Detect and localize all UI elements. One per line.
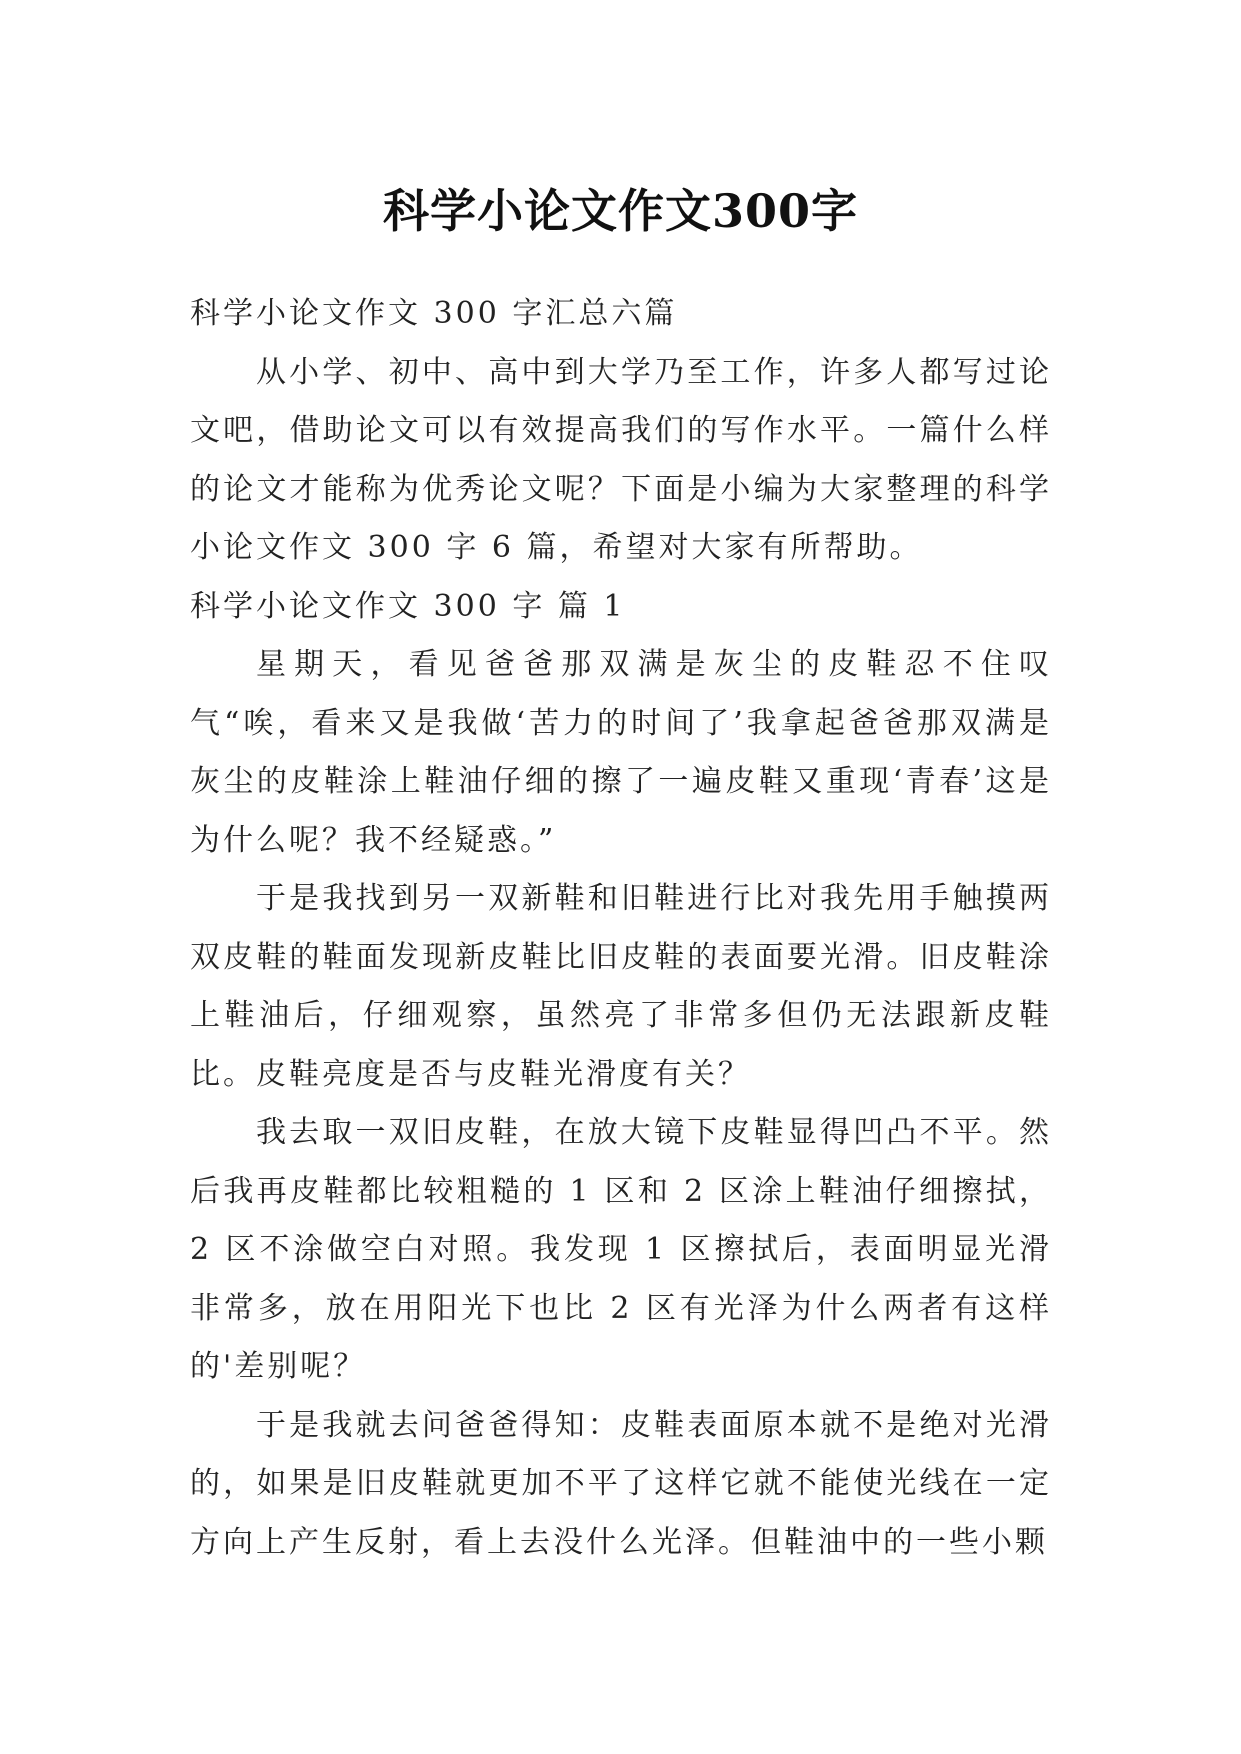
- document-body: [190, 285, 1052, 1572]
- section-heading: 科学小论文作文 300 字 篇 1: [190, 588, 626, 624]
- body-paragraph: 星期天，看见爸爸那双满是灰尘的皮鞋忍不住叹气“唉，看来又是我做‘苦力的时间了’我拿起爸爸那双满是灰尘的皮鞋涂上鞋油仔细的擦了一遍皮鞋又重现‘青春’这是为什么呢？我不经疑惑。”: [190, 647, 1052, 858]
- subtitle-paragraph: 科学小论文作文 300 字汇总六篇: [190, 296, 678, 331]
- body-paragraph: 我去取一双旧皮鞋，在放大镜下皮鞋显得凹凸不平。然后我再皮鞋都比较粗糙的 1 区和 2 区涂上鞋油仔细擦拭，2 区不涂做空白对照。我发现 1 区擦拭后，表面明显光滑非常多，放在用阳光下也比 2 区有光泽为什么两者有这样的'差别呢？: [190, 1115, 1052, 1384]
- body-paragraph: 从小学、初中、高中到大学乃至工作，许多人都写过论文吧，借助论文可以有效提高我们的写作水平。一篇什么样的论文才能称为优秀论文呢？下面是小编为大家整理的科学小论文作文 300 字 6 篇，希望对大家有所帮助。: [190, 354, 1052, 565]
- document-title: 科学小论文作文300字: [382, 183, 859, 238]
- body-paragraph: 于是我找到另一双新鞋和旧鞋进行比对我先用手触摸两双皮鞋的鞋面发现新皮鞋比旧皮鞋的表面要光滑。旧皮鞋涂上鞋油后，仔细观察，虽然亮了非常多但仍无法跟新皮鞋比。皮鞋亮度是否与皮鞋光滑度有关？: [190, 881, 1052, 1092]
- body-paragraph: 于是我就去问爸爸得知：皮鞋表面原本就不是绝对光滑的，如果是旧皮鞋就更加不平了这样它就不能使光线在一定方向上产生反射，看上去没什么光泽。但鞋油中的一些小颗: [190, 1407, 1052, 1560]
